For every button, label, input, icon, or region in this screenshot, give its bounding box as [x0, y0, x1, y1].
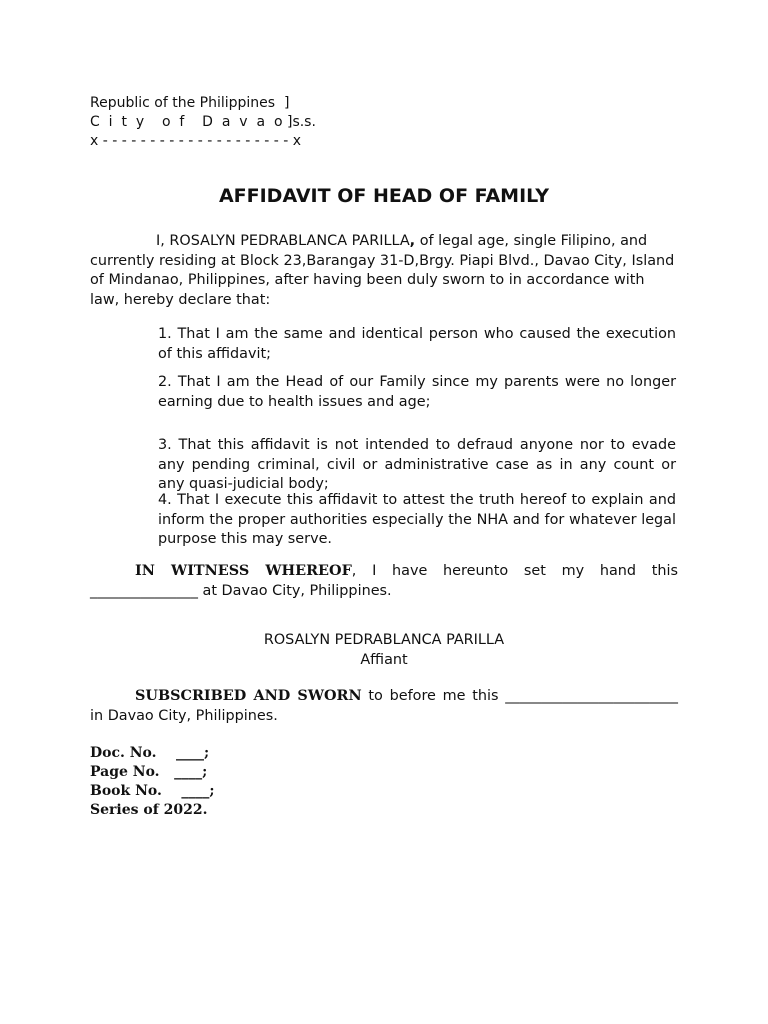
declaration-item-2: 2. That I am the Head of our Family since my parents were no longer earning due to health issues and age; [158, 374, 676, 410]
subscribed-paragraph [90, 686, 678, 726]
book-number: Book No. ____; [90, 783, 215, 799]
subscribed-lead: SUBSCRIBED AND SWORN [135, 687, 362, 704]
intro-text: of legal age, single Filipino, and currently residing at Block 23,Barangay 31-D,Brgy. Piapi Blvd., Davao City, Island of Mindanao, Philippines, after having been duly sworn to in accordance with law, hereby declare that: [90, 233, 675, 308]
subscribed-text: to before me this ________________________ in Davao City, Philippines. [90, 688, 678, 724]
venue-city: C i t y o f D a v a o ]s.s. [90, 114, 316, 130]
signature-name: ROSALYN PEDRABLANCA PARILLA [263, 632, 505, 648]
page-number: Page No. ____; [90, 764, 208, 780]
declaration-item-4: 4. That I execute this affidavit to attest the truth hereof to explain and inform the proper authorities especially the NHA and for whatever legal purpose this may serve. [158, 492, 676, 547]
venue-separator: x - - - - - - - - - - - - - - - - - - - - x [90, 133, 302, 149]
venue-republic: Republic of the Philippines ] [90, 95, 290, 111]
series-year: Series of 2022. [90, 802, 208, 818]
document-title: AFFIDAVIT OF HEAD OF FAMILY [218, 185, 550, 207]
declaration-item-1: 1. That I am the same and identical person who caused the execution of this affidavit; [158, 326, 676, 362]
witness-text: , I have hereunto set my hand this _______________ at Davao City, Philippines. [90, 563, 678, 599]
declaration-item-3: 3. That this affidavit is not intended to defraud anyone nor to evade any pending criminal, civil or administrative case as in any count or any quasi-judicial body; [158, 437, 676, 492]
intro-comma: , [409, 233, 416, 249]
affiant-name-intro: I, ROSALYN PEDRABLANCA PARILLA [156, 233, 410, 249]
witness-lead: IN WITNESS WHEREOF [135, 562, 352, 579]
witness-paragraph [90, 561, 678, 601]
signature-role: Affiant [360, 652, 408, 668]
intro-paragraph [90, 232, 678, 310]
doc-number: Doc. No. ____; [90, 745, 210, 761]
